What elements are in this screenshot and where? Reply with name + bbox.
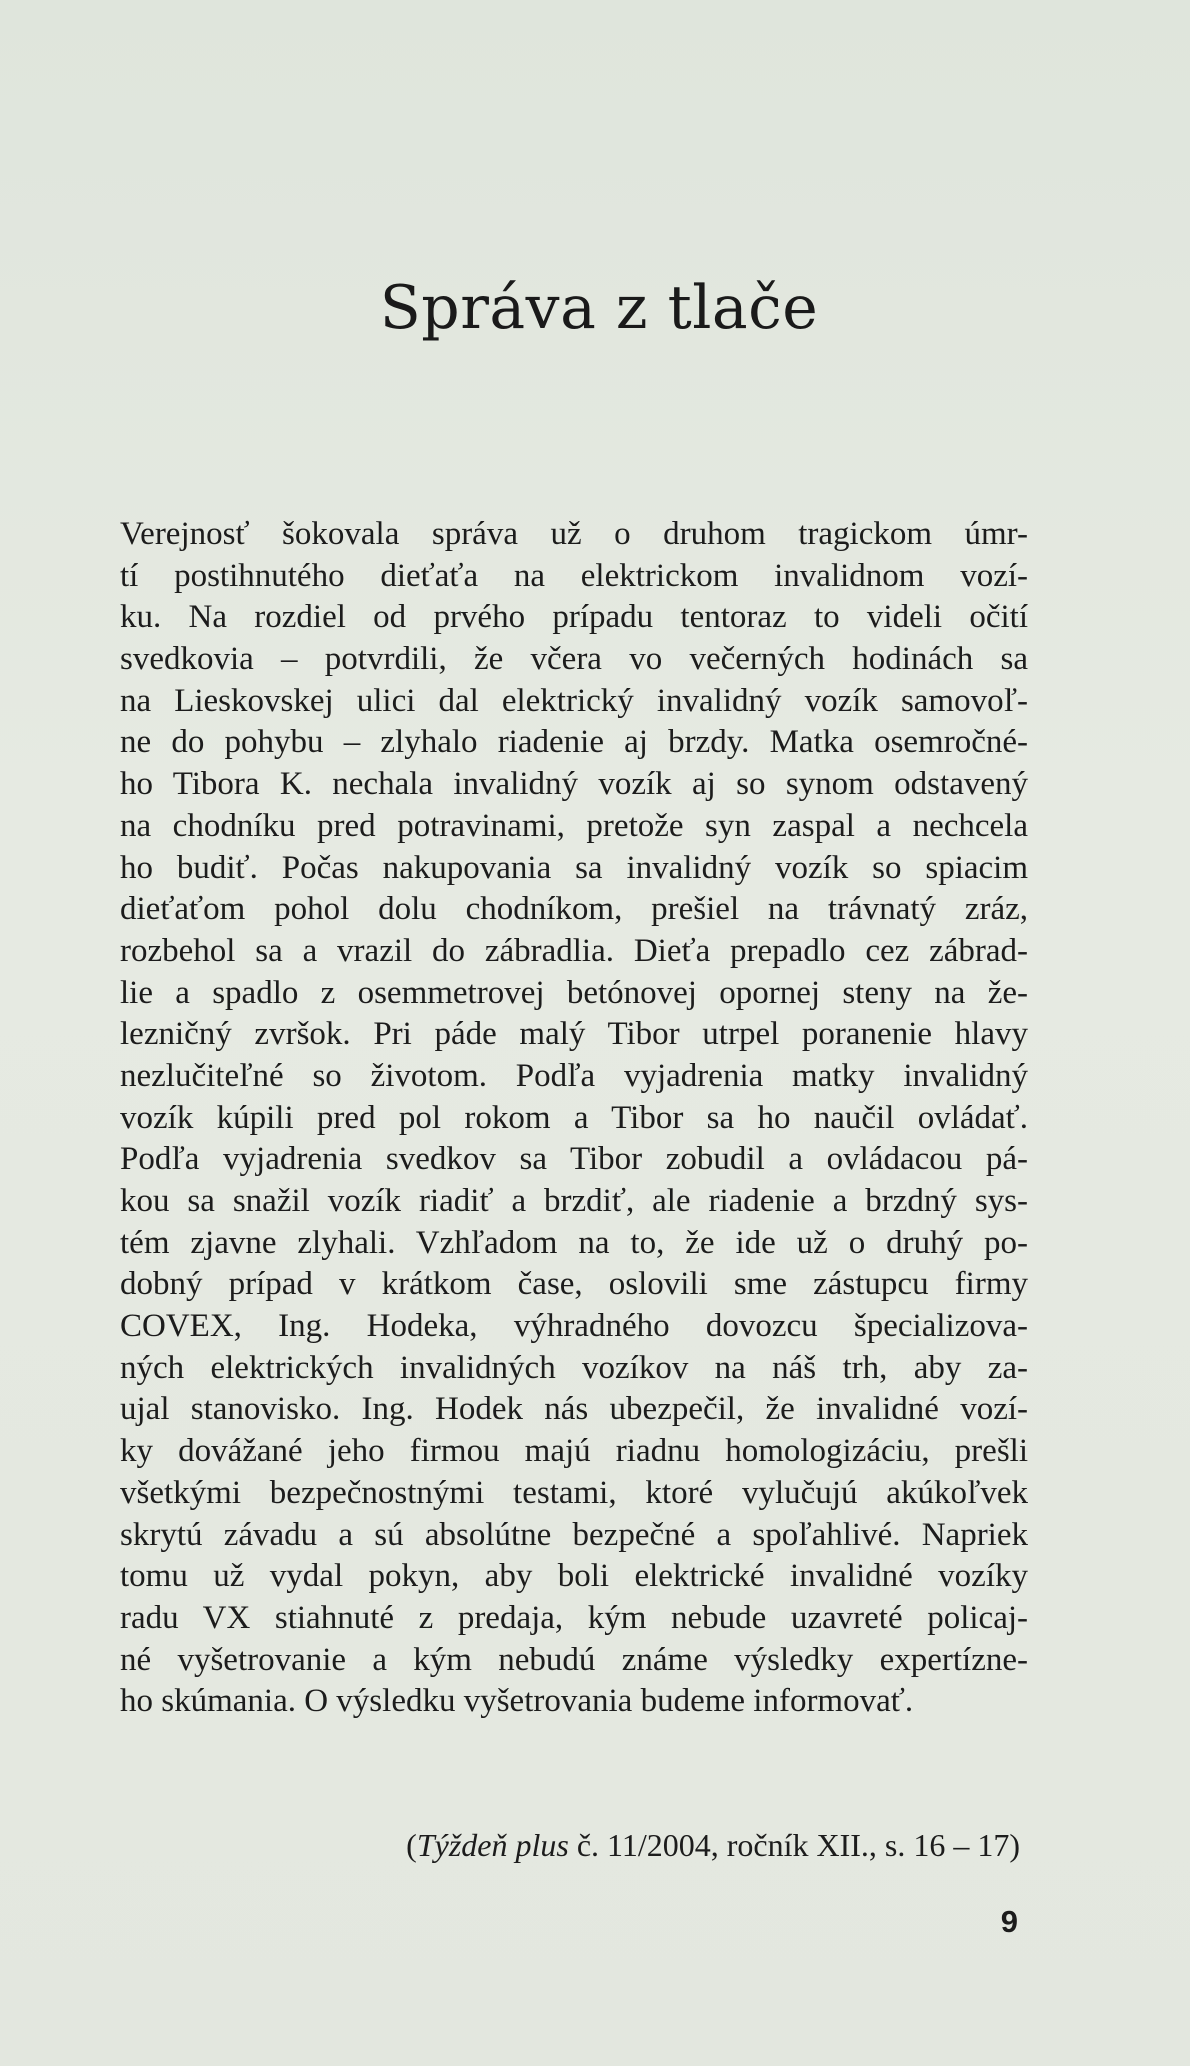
body-line: tém zjavne zlyhali. Vzhľadom na to, že ide už o druhý po- — [120, 1224, 1028, 1261]
body-line: radu VX stiahnuté z predaja, kým nebude uzavreté policaj- — [120, 1599, 1028, 1636]
body-line: tomu už vydal pokyn, aby boli elektrické invalidné vozíky — [120, 1558, 1028, 1595]
body-line: ho Tibora K. nechala invalidný vozík aj so synom odstavený — [120, 766, 1028, 803]
citation — [406, 1827, 1020, 1864]
body-line: rozbehol sa a vrazil do zábradlia. Dieťa prepadlo cez zábrad- — [120, 932, 1028, 969]
body-line: ne do pohybu – zlyhalo riadenie aj brzdy. Matka osemročné- — [120, 724, 1028, 761]
body-line: lie a spadlo z osemmetrovej betónovej opornej steny na že- — [120, 974, 1028, 1011]
citation-details: č. 11/2004, ročník XII., s. 16 – 17) — [568, 1827, 1020, 1863]
body-line: všetkými bezpečnostnými testami, ktoré vylučujú akúkoľvek — [120, 1474, 1028, 1511]
body-line: svedkovia – potvrdili, že včera vo večerných hodinách sa — [120, 641, 1028, 678]
citation-publication: Týždeň plus — [416, 1827, 569, 1863]
body-line: kou sa snažil vozík riadiť a brzdiť, ale riadenie a brzdný sys- — [120, 1183, 1028, 1219]
body-line: skrytú závadu a sú absolútne bezpečné a spoľahlivé. Napriek — [120, 1516, 1028, 1553]
body-line: ho skúmania. O výsledku vyšetrovania budeme informovať. — [120, 1683, 914, 1720]
body-line: ho budiť. Počas nakupovania sa invalidný vozík so spiacim — [120, 849, 1028, 886]
body-line: lezničný zvršok. Pri páde malý Tibor utrpel poranenie hlavy — [120, 1016, 1028, 1053]
body-line: ky dovážané jeho firmou majú riadnu homologizáciu, prešli — [120, 1433, 1028, 1470]
body-line: COVEX, Ing. Hodeka, výhradného dovozcu špecializova- — [120, 1308, 1028, 1345]
body-line: Verejnosť šokovala správa už o druhom tragickom úmr- — [120, 516, 1028, 552]
body-line: ku. Na rozdiel od prvého prípadu tentoraz to videli očití — [120, 599, 1028, 636]
body-line: tí postihnutého dieťaťa na elektrickom invalidnom vozí- — [120, 557, 1028, 594]
body-line: ujal stanovisko. Ing. Hodek nás ubezpečil, že invalidné vozí- — [120, 1391, 1028, 1428]
page-title: Správa z tlače — [379, 273, 819, 343]
citation-open-paren: ( — [406, 1827, 417, 1863]
body-line: vozík kúpili pred pol rokom a Tibor sa ho naučil ovládať. — [120, 1099, 1028, 1136]
body-line: ných elektrických invalidných vozíkov na náš trh, aby za- — [120, 1349, 1028, 1386]
body-line: na Lieskovskej ulici dal elektrický invalidný vozík samovoľ- — [120, 682, 1028, 719]
page-number: 9 — [1000, 1904, 1018, 1939]
article-body — [120, 514, 1028, 1723]
body-line: dieťaťom pohol dolu chodníkom, prešiel na trávnatý zráz, — [120, 891, 1028, 928]
body-line: na chodníku pred potravinami, pretože syn zaspal a nechcela — [120, 807, 1028, 844]
body-line: dobný prípad v krátkom čase, oslovili sme zástupcu firmy — [120, 1266, 1028, 1303]
body-line: Podľa vyjadrenia svedkov sa Tibor zobudil a ovládacou pá- — [120, 1141, 1028, 1178]
body-line: nezlučiteľné so životom. Podľa vyjadrenia matky invalidný — [120, 1057, 1028, 1094]
body-line: né vyšetrovanie a kým nebudú známe výsledky expertízne- — [120, 1641, 1028, 1678]
